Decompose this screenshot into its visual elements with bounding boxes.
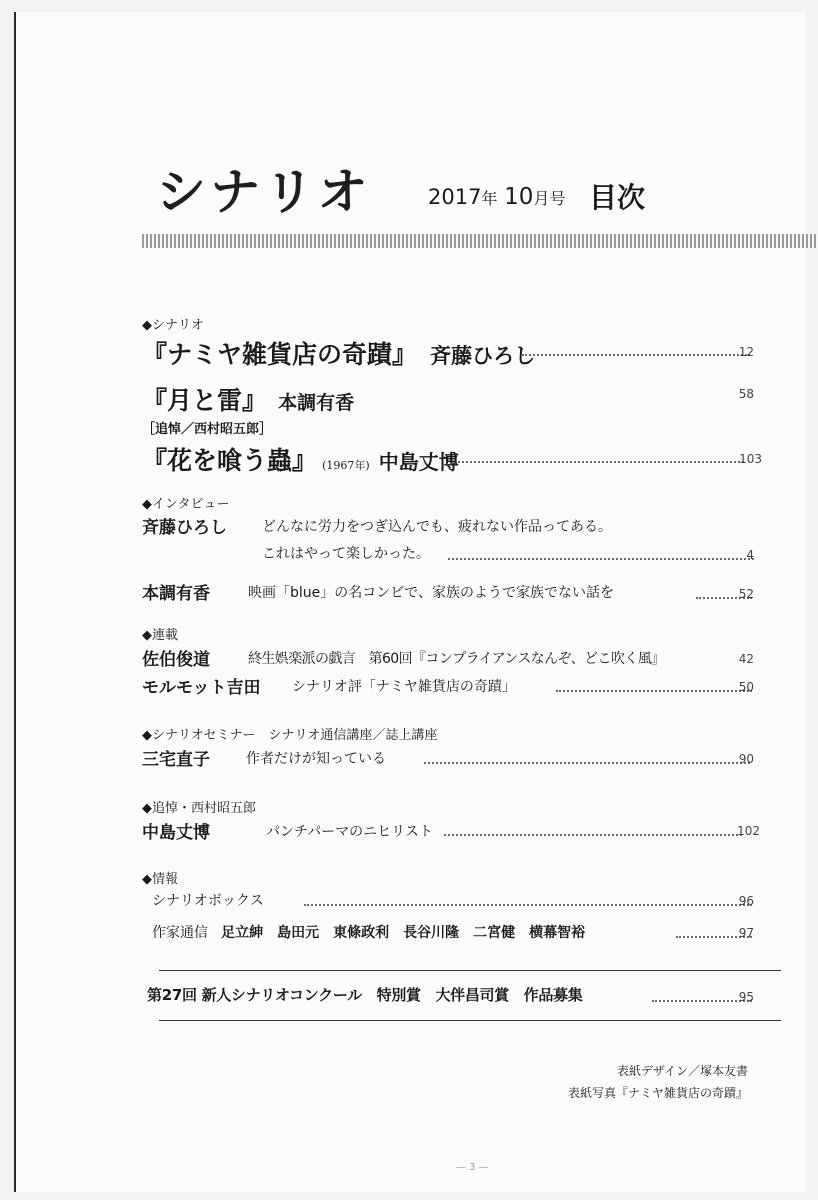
toc-title: 目次 (589, 181, 646, 214)
entry-author: 中島丈博 (378, 450, 459, 474)
section-label-seminar: ◆シナリオセミナー シナリオ通信講座／誌上講座 (142, 728, 438, 743)
page-number: 97 (738, 926, 754, 940)
interview-line-1: どんなに労力をつぎ込んでも、疲れない作品ってある。 (262, 519, 612, 535)
magazine-logo: シナリオ (156, 163, 372, 221)
info-prefix: 作家通信 (152, 925, 208, 941)
page-number: 42 (738, 652, 754, 666)
interview-name: 斉藤ひろし (142, 518, 227, 538)
toc-page (14, 12, 806, 1192)
page-number: 95 (738, 990, 754, 1004)
info-writer-names: 足立紳 島田元 東條政利 長谷川隆 二宮健 横幕智裕 (221, 925, 586, 941)
folio: — 3 — (456, 1162, 489, 1173)
entry-subtitle: ［追悼／西村昭五郎］ (142, 422, 273, 437)
contest-notice: 第27回 新人シナリオコンクール 特別賞 大伴昌司賞 作品募集 (147, 986, 583, 1004)
serial-name: モルモット吉田 (142, 678, 261, 698)
interview-name: 本調有香 (142, 584, 210, 604)
entry-author: 斉藤ひろし (430, 344, 536, 368)
section-label-interview: ◆インタビュー (142, 497, 230, 512)
info-desc: シナリオボックス (152, 893, 264, 909)
issue-year-suffix: 年 (481, 189, 498, 208)
toc-entry-hana-wo-kuu-mushi[interactable] (142, 441, 459, 477)
interview-line-2: これはやって楽しかった。 (262, 546, 430, 562)
info-writers (152, 922, 585, 942)
divider (159, 1020, 781, 1021)
seminar-name: 三宅直子 (142, 750, 210, 770)
issue-year: 2017 (428, 185, 482, 209)
toc-entry-namiya[interactable] (142, 335, 535, 371)
entry-author: 本調有香 (278, 392, 355, 414)
leader-dots (522, 354, 750, 356)
page-number: 58 (738, 387, 754, 401)
page-number: 102 (737, 824, 760, 838)
memorial-name: 中島丈博 (142, 823, 210, 843)
interview-desc: 映画「blue」の名コンビで、家族のようで家族でない話を (248, 585, 614, 601)
page-number: 52 (738, 587, 754, 601)
entry-title: 『月と雷』 (142, 386, 268, 415)
leader-dots (448, 558, 754, 560)
section-label-scenario: ◆シナリオ (142, 318, 204, 333)
page-number: 103 (739, 452, 762, 466)
seminar-desc: 作者だけが知っている (246, 751, 386, 767)
leader-dots (424, 762, 750, 764)
section-label-serial: ◆連載 (142, 628, 178, 643)
cover-photo-credit: 表紙写真『ナミヤ雑貨店の奇蹟』 (567, 1086, 748, 1100)
section-label-memorial: ◆追悼・西村昭五郎 (142, 801, 256, 816)
serial-desc: 終生娯楽派の戯言 第60回『コンプライアンスなんぞ、どこ吹く風』 (248, 651, 665, 667)
page-number: 12 (738, 345, 754, 359)
leader-dots (652, 1000, 752, 1002)
leader-dots (556, 690, 752, 692)
toc-entry-tsuki-to-rai[interactable] (142, 381, 354, 417)
header-rule (142, 234, 818, 248)
cover-design-credit: 表紙デザイン／塚本友書 (616, 1064, 748, 1078)
page-number: 50 (738, 680, 754, 694)
issue-month: 10 (504, 184, 534, 210)
divider (159, 970, 781, 971)
leader-dots (444, 834, 742, 836)
page-number: 4 (746, 548, 754, 562)
entry-title: 『花を喰う蟲』 (142, 446, 318, 475)
serial-desc: シナリオ評「ナミヤ雑貨店の奇蹟」 (292, 679, 516, 695)
section-label-info: ◆情報 (142, 872, 178, 887)
entry-title: 『ナミヤ雑貨店の奇蹟』 (142, 340, 418, 369)
leader-dots (458, 461, 744, 463)
serial-name: 佐伯俊道 (142, 650, 210, 670)
issue-month-suffix: 月号 (533, 189, 566, 208)
page-number: 90 (738, 752, 754, 766)
entry-year: (1967年) (322, 459, 370, 472)
issue-date (428, 184, 565, 210)
page-number: 96 (738, 894, 754, 908)
memorial-desc: パンチパーマのニヒリスト (266, 824, 433, 840)
leader-dots (304, 904, 752, 906)
